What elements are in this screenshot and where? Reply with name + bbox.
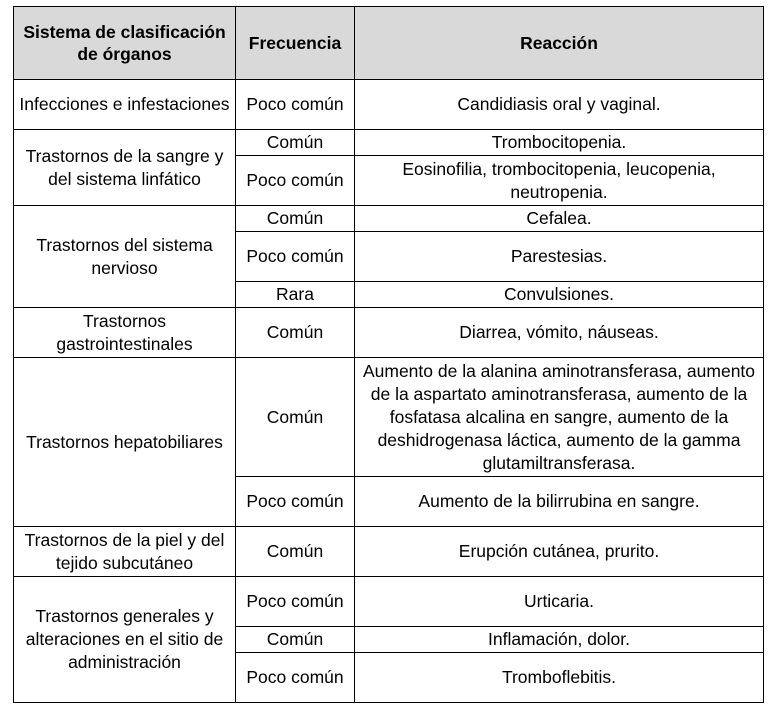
reaction-cell: Erupción cutánea, prurito. — [355, 527, 764, 577]
reaction-cell: Eosinofilia, trombocitopenia, leucopenia, neutropenia. — [355, 156, 764, 206]
organ-system-cell: Trastornos de la piel y del tejido subcutáneo — [14, 527, 236, 577]
reaction-cell: Diarrea, vómito, náuseas. — [355, 308, 764, 358]
reaction-cell: Convulsiones. — [355, 282, 764, 308]
reaction-cell: Cefalea. — [355, 206, 764, 232]
header-frequency: Frecuencia — [236, 7, 355, 80]
reaction-cell: Tromboflebitis. — [355, 653, 764, 703]
organ-system-cell: Infecciones e infestaciones — [14, 80, 236, 130]
header-organ-system: Sistema de clasificación de órganos — [14, 7, 236, 80]
frequency-cell: Común — [236, 308, 355, 358]
table-row — [14, 130, 764, 156]
organ-system-cell: Trastornos gastrointestinales — [14, 308, 236, 358]
table-row — [14, 527, 764, 577]
reaction-cell: Urticaria. — [355, 577, 764, 627]
table-row — [14, 80, 764, 130]
reaction-cell: Aumento de la bilirrubina en sangre. — [355, 477, 764, 527]
header-reaction: Reacción — [355, 7, 764, 80]
frequency-cell: Poco común — [236, 80, 355, 130]
reaction-cell: Aumento de la alanina aminotransferasa, aumento de la aspartato aminotransferasa, aumento de la fosfatasa alcalina en sangre, aumento de la deshidrogenasa láctica, aumento de la gamma glutamiltransferasa. — [355, 358, 764, 477]
frequency-cell: Poco común — [236, 156, 355, 206]
frequency-cell: Poco común — [236, 232, 355, 282]
frequency-cell: Común — [236, 358, 355, 477]
table-row — [14, 577, 764, 627]
table-row — [14, 358, 764, 477]
organ-system-cell: Trastornos hepatobiliares — [14, 358, 236, 527]
frequency-cell: Común — [236, 627, 355, 653]
frequency-cell: Poco común — [236, 577, 355, 627]
table-row — [14, 206, 764, 232]
organ-system-cell: Trastornos de la sangre y del sistema linfático — [14, 130, 236, 206]
frequency-cell: Poco común — [236, 477, 355, 527]
frequency-cell: Común — [236, 130, 355, 156]
frequency-cell: Poco común — [236, 653, 355, 703]
header-row — [14, 7, 764, 80]
frequency-cell: Común — [236, 206, 355, 232]
adverse-reactions-table — [13, 6, 764, 703]
frequency-cell: Común — [236, 527, 355, 577]
reaction-cell: Parestesias. — [355, 232, 764, 282]
frequency-cell: Rara — [236, 282, 355, 308]
reaction-cell: Trombocitopenia. — [355, 130, 764, 156]
organ-system-cell: Trastornos generales y alteraciones en el sitio de administración — [14, 577, 236, 703]
organ-system-cell: Trastornos del sistema nervioso — [14, 206, 236, 308]
table-body — [14, 80, 764, 703]
reaction-cell: Inflamación, dolor. — [355, 627, 764, 653]
table-row — [14, 308, 764, 358]
reaction-cell: Candidiasis oral y vaginal. — [355, 80, 764, 130]
